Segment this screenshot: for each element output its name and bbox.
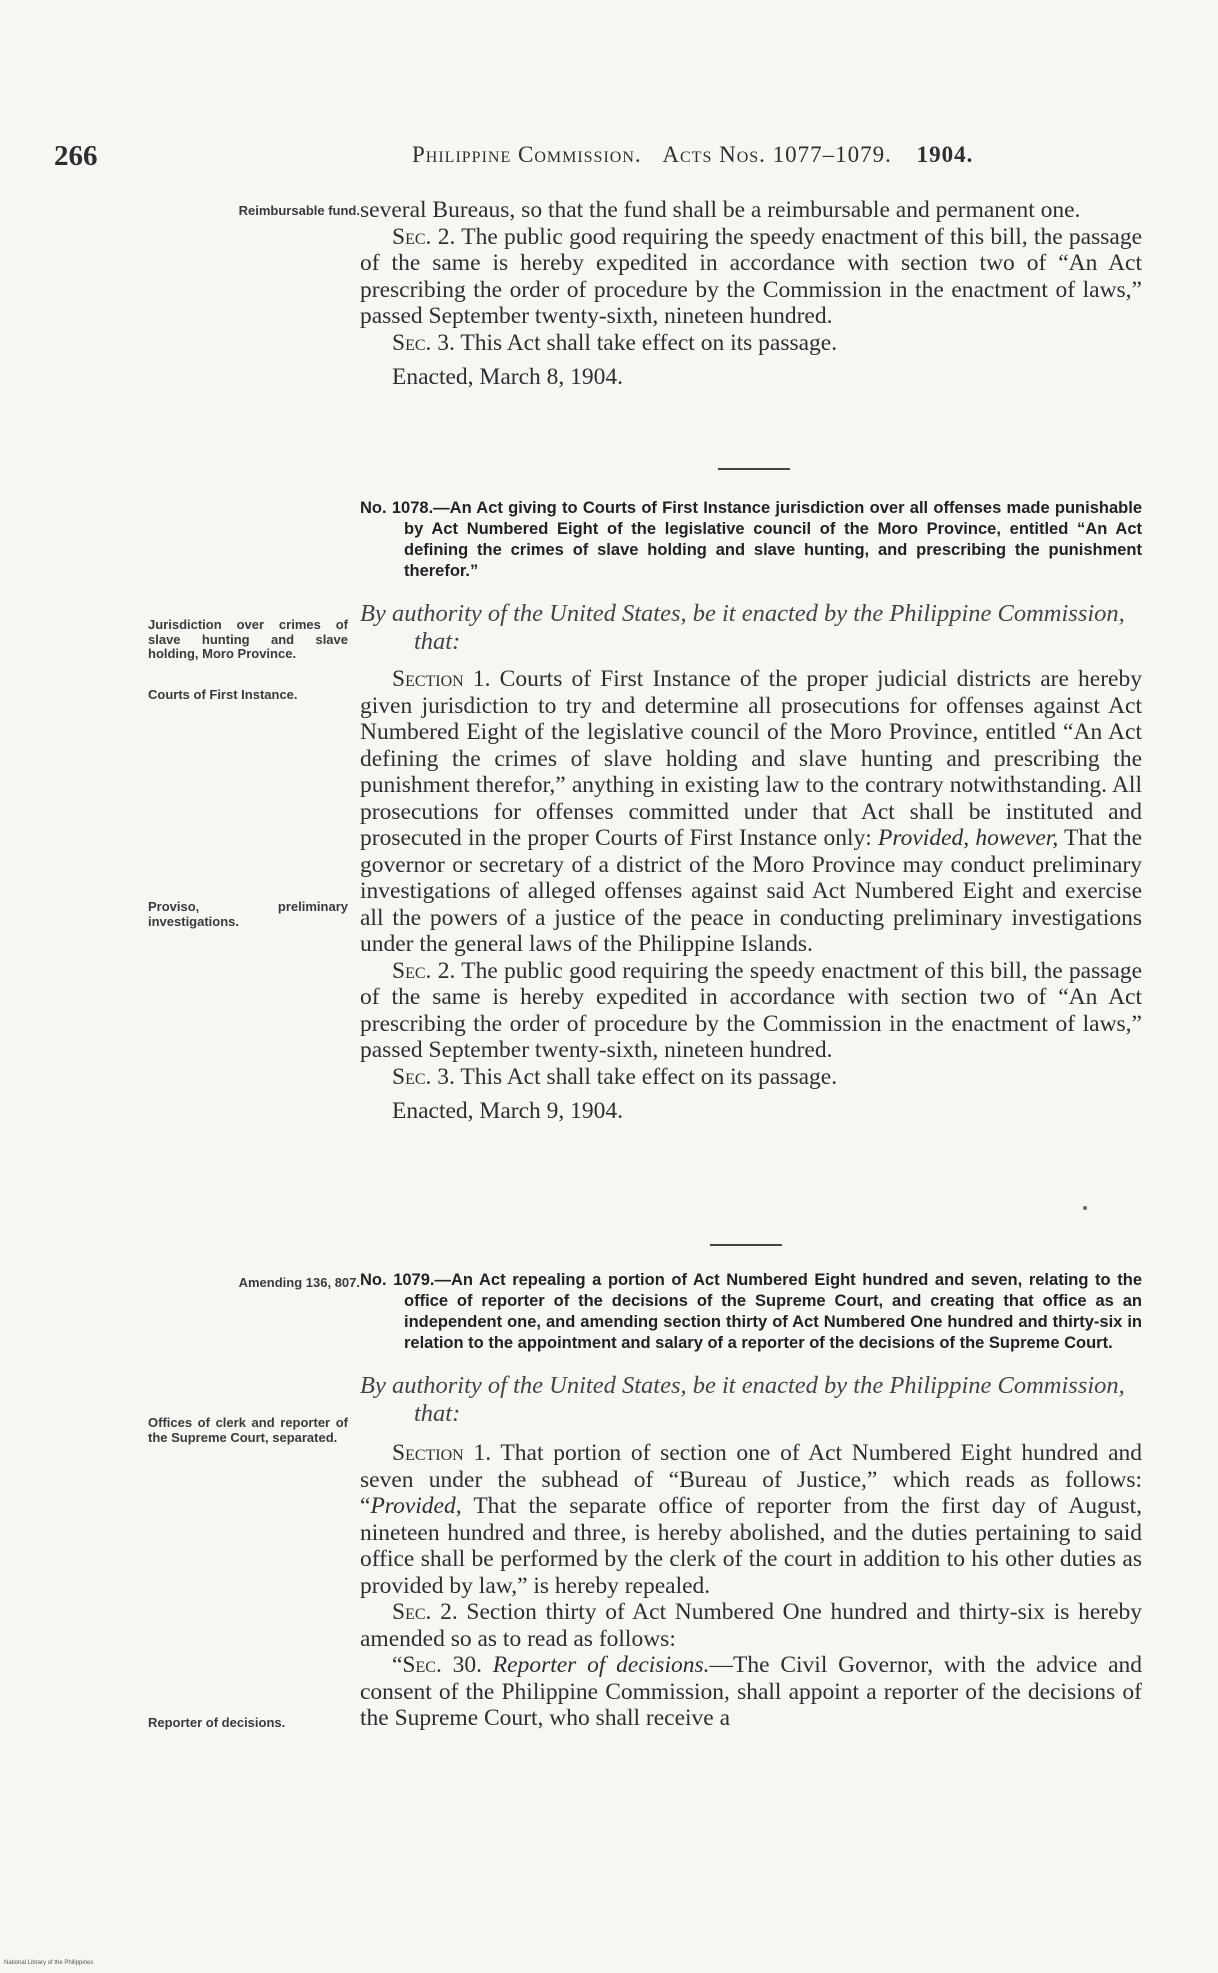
running-head xyxy=(412,142,973,168)
margin-note-courts: Courts of First Instance. xyxy=(148,687,298,702)
act-1078-sec3 xyxy=(360,1064,1142,1091)
page-number: 266 xyxy=(54,140,98,172)
sec-text: This Act shall take effect on its passage. xyxy=(460,1063,838,1090)
sec-label: Section 1. xyxy=(392,1440,492,1466)
sec30-heading: Reporter of decisions. xyxy=(492,1652,710,1678)
sec-text: Section thirty of Act Numbered One hundred and thirty-six is hereby amended so as to read as follows: xyxy=(360,1599,1143,1652)
act-1077-continuation: several Bureaus, so that the fund shall be a reimbursable and permanent one. xyxy=(360,197,1081,223)
sec-label: “Sec. 30. xyxy=(392,1652,482,1678)
margin-note-jurisdiction: Jurisdiction over crimes of slave hunting and slave holding, Moro Province. xyxy=(148,617,348,661)
section-divider xyxy=(710,1244,782,1246)
sec-text: The public good requiring the speedy enactment of this bill, the passage of the same is hereby expedited in accordance with section two of “An Act prescribing the order of procedure by the Commission in the enactment of laws,” passed September twenty-sixth, nineteen hundred. xyxy=(360,957,1143,1063)
sec-text: —The Civil Governor, with the advice and consent of the Philippine Commission, shall appoint a reporter of the decisions of the Supreme Court, who shall receive a xyxy=(360,1652,1143,1731)
acts-label: Acts Nos. 1077–1079. xyxy=(662,142,892,167)
proviso-phrase: Provided, however, xyxy=(877,825,1059,851)
act-1079 xyxy=(360,1270,1142,1732)
act-1078-authority: By authority of the United States, be it enacted by the Philippine Commission, that: xyxy=(360,600,1125,655)
footer-credit: National Library of the Philippines xyxy=(4,1960,94,1966)
sec-text: That the governor or secretary of a district of the Moro Province may conduct preliminary investigations of alleged offenses against said Act Numbered Eight and exercise all the powers of a justice of the peace in conducting preliminary investigations under the general laws of the Philippine Islands. xyxy=(360,825,1143,957)
act-1079-title: No. 1079.—An Act repealing a portion of Act Numbered Eight hundred and seven, relating to the office of reporter of the decisions of the Supreme Court, and creating that office as an independent one, and amending section thirty of Act Numbered One hundred and thirty-six in relation to the appointment and salary of a reporter of the decisions of the Supreme Court. xyxy=(360,1271,1142,1352)
margin-note-reimbursable: Reimbursable fund. xyxy=(238,203,360,218)
act-1078 xyxy=(360,498,1142,1125)
sec-text: The public good requiring the speedy enactment of this bill, the passage of the same is hereby expedited in accordance with section two of “An Act prescribing the order of procedure by the Commission in the enactment of laws,” passed September twenty-sixth, nineteen hundred. xyxy=(360,223,1143,329)
sec-label: Sec. 2. xyxy=(392,957,456,984)
provided-phrase: Provided, xyxy=(370,1493,462,1519)
sec-label: Section 1. xyxy=(392,666,491,692)
margin-note-amending: Amending 136, 807. xyxy=(238,1275,360,1290)
margin-note-reporter: Reporter of decisions. xyxy=(148,1715,286,1730)
sec-label: Sec. 2. xyxy=(392,223,456,250)
running-title: Philippine Commission. xyxy=(412,142,642,167)
speck xyxy=(1083,1206,1087,1210)
sec-label: Sec. 3. xyxy=(392,1063,455,1090)
act-1077-sec2 xyxy=(360,224,1142,330)
sec-text: This Act shall take effect on its passage. xyxy=(460,329,838,356)
act-1079-sec30 xyxy=(360,1652,1142,1732)
act-1078-sec2 xyxy=(360,958,1142,1064)
act-1079-authority: By authority of the United States, be it enacted by the Philippine Commission, that: xyxy=(360,1372,1125,1427)
act-1077-sec3 xyxy=(360,330,1142,357)
act-1079-sec1 xyxy=(360,1440,1142,1599)
act-1077-tail xyxy=(360,197,1142,391)
margin-note-proviso: Proviso, preliminary investigations. xyxy=(148,899,348,929)
act-1078-enacted: Enacted, March 9, 1904. xyxy=(392,1098,624,1124)
sec-label: Sec. 2. xyxy=(392,1599,458,1625)
sec-label: Sec. 3. xyxy=(392,329,455,356)
sec-text: That portion of section one of Act Numbered Eight hundred and seven under the subhead of “Bureau of Justice,” which reads as follows: “ xyxy=(360,1440,1143,1519)
act-1078-title: No. 1078.—An Act giving to Courts of First Instance jurisdiction over all offenses made punishable by Act Numbered Eight of the legislative council of the Moro Province, entitled “An Act defining the crimes of slave holding and slave hunting, and prescribing the punishment therefor.” xyxy=(360,499,1142,580)
act-1078-sec1 xyxy=(360,666,1142,958)
act-1079-sec2 xyxy=(360,1599,1142,1652)
running-year: 1904. xyxy=(916,142,974,167)
section-divider xyxy=(718,468,790,470)
sec-text: Courts of First Instance of the proper judicial districts are hereby given jurisdiction to try and determine all prosecutions for offenses against Act Numbered Eight of the legislative council of the Moro Province, entitled “An Act defining the crimes of slave holding and slave hunting and prescribing the punishment therefor,” anything in existing law to the contrary notwithstanding. All prosecutions for offenses committed under that Act shall be instituted and prosecuted in the proper Courts of First Instance only: xyxy=(360,666,1142,851)
sec-text: That the separate office of reporter from the first day of August, nineteen hundred and three, is hereby abolished, and the duties pertaining to said office shall be performed by the clerk of the court in addition to his other duties as provided by law,” is hereby repealed. xyxy=(360,1493,1143,1599)
margin-note-offices: Offices of clerk and reporter of the Supreme Court, separated. xyxy=(148,1415,348,1445)
act-1077-enacted: Enacted, March 8, 1904. xyxy=(392,364,624,390)
